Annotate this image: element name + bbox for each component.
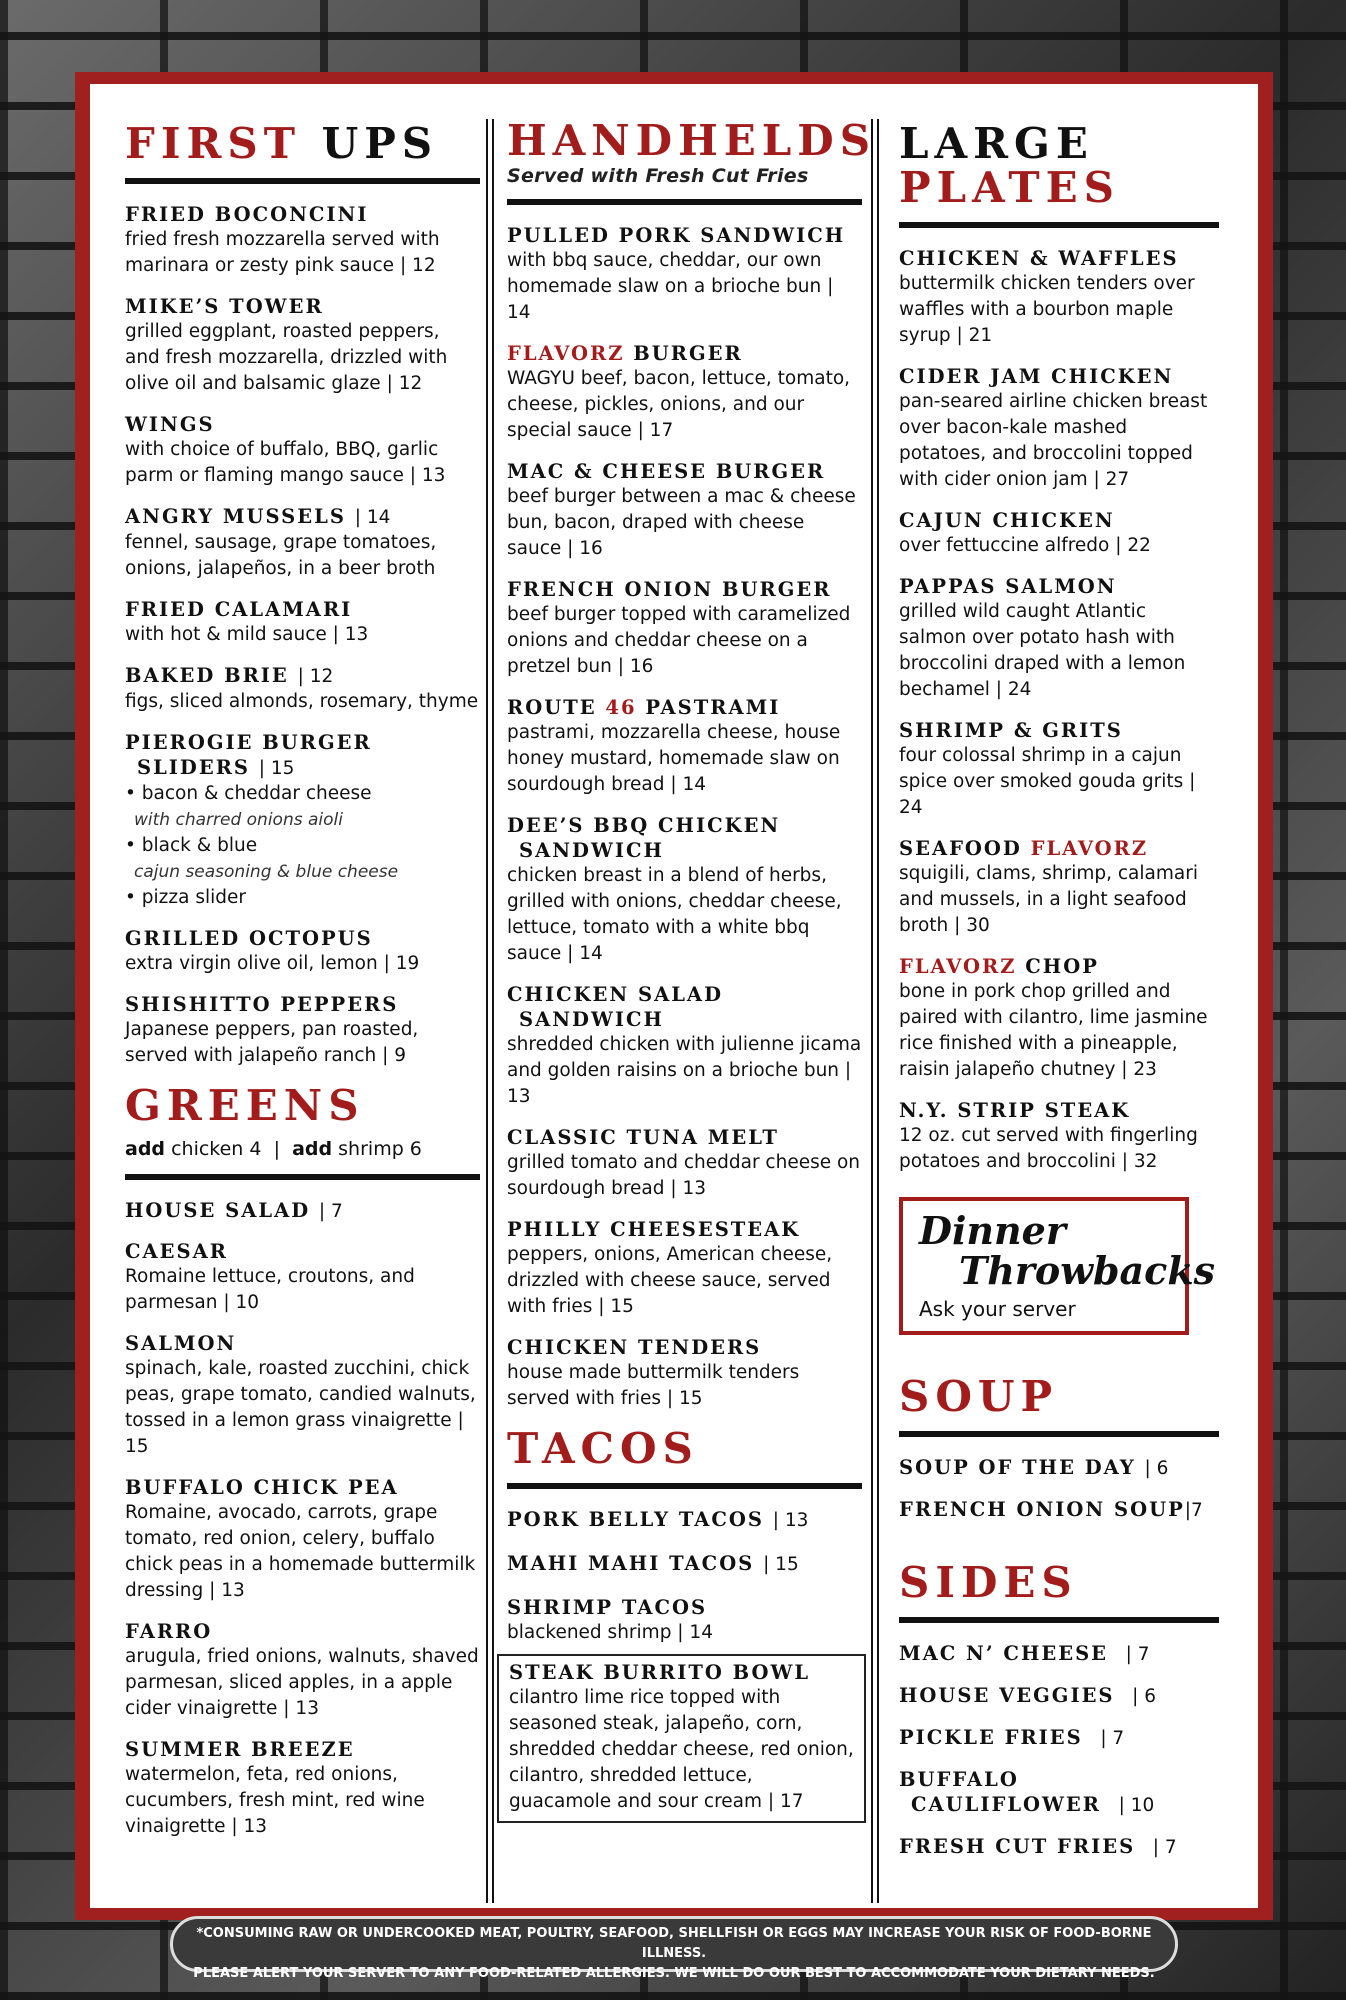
item-name: CHICKEN SALAD [507, 983, 723, 1006]
item-desc: spinach, kale, roasted zucchini, chick peas, grape tomato, candied walnuts, tossed in a lemon grass vinaigrette | 15 [125, 1358, 476, 1457]
section-rule [507, 199, 862, 205]
item-name: HOUSE VEGGIES [899, 1684, 1115, 1707]
first-ups-header [125, 119, 480, 168]
section-rule [899, 1617, 1219, 1623]
slider-option: • bacon & cheddar cheese [125, 783, 372, 804]
section-rule [507, 1483, 862, 1489]
item-desc: four colossal shrimp in a cajun spice over smoked gouda grits | 24 [899, 745, 1196, 818]
item-desc: chicken breast in a blend of herbs, grilled with onions, cheddar cheese, lettuce, tomato with a white bbq sauce | 14 [507, 865, 842, 964]
item-price: | 6 [1144, 1458, 1169, 1479]
item-name: FRIED BOCONCINI [125, 203, 369, 226]
item-desc: shredded chicken with julienne jicama and golden raisins on a brioche bun | 13 [507, 1034, 862, 1107]
large-plates-header [899, 119, 1219, 212]
item-desc: squigili, clams, shrimp, calamari and mussels, in a light seafood broth | 30 [899, 863, 1198, 936]
slider-note: with charred onions aioli [134, 810, 343, 830]
item-name: MAHI MAHI TACOS [507, 1552, 755, 1575]
column-divider [871, 119, 879, 1903]
slider-option: • pizza slider [125, 887, 246, 908]
item-name: SUMMER BREEZE [125, 1738, 355, 1761]
column-right [899, 84, 1219, 1908]
menu-item [125, 202, 480, 279]
menu-item [125, 926, 480, 977]
menu-item [125, 663, 480, 715]
menu-item [899, 1098, 1219, 1175]
item-name: FRIED CALAMARI [125, 598, 353, 621]
item-name: CIDER JAM CHICKEN [899, 365, 1174, 388]
menu-item [899, 1455, 1219, 1481]
item-desc: Romaine lettuce, croutons, and parmesan | 10 [125, 1266, 415, 1313]
item-desc: grilled eggplant, roasted peppers, and fresh mozzarella, drizzled with olive oil and balsamic glaze | 12 [125, 321, 448, 394]
item-name: CAESAR [125, 1240, 228, 1263]
item-price: | 7 [1100, 1728, 1125, 1749]
greens-addons [125, 1138, 480, 1160]
first-ups-title-b: UPS [321, 119, 439, 168]
menu-item [899, 954, 1219, 1083]
item-name: ROUTE [507, 696, 597, 719]
allergy-disclaimer [170, 1916, 1178, 1981]
item-name: ANGRY MUSSELS [125, 505, 346, 528]
addon-label: add [292, 1138, 333, 1160]
menu-item [899, 1725, 1219, 1751]
item-name: PULLED PORK SANDWICH [507, 224, 846, 247]
item-desc: arugula, fried onions, walnuts, shaved parmesan, sliced apples, in a apple cider vinaigrette | 13 [125, 1646, 479, 1719]
item-price: | 6 [1132, 1686, 1156, 1707]
item-name: PASTRAMI [645, 696, 781, 719]
menu-item-featured [497, 1654, 866, 1823]
menu-item [507, 577, 862, 680]
handhelds-header [507, 116, 877, 187]
disclaimer-line1: *CONSUMING RAW OR UNDERCOOKED MEAT, POULTRY, SEAFOOD, SHELLFISH OR EGGS MAY INCREASE YOUR RISK OF FOOD-BORNE ILLNESS. [196, 1926, 1152, 1961]
menu-item [125, 1331, 480, 1460]
tacos-title: TACOS [507, 1424, 699, 1473]
menu-item [125, 597, 480, 648]
menu-item [507, 1217, 862, 1320]
menu-item [899, 1834, 1219, 1860]
item-name: MAC & CHEESE BURGER [507, 460, 826, 483]
menu-item [125, 412, 480, 489]
item-desc: Japanese peppers, pan roasted, served with jalapeño ranch | 9 [125, 1019, 419, 1066]
menu-item [899, 508, 1219, 559]
menu-item [899, 364, 1219, 493]
section-rule [125, 1174, 480, 1180]
item-name: FARRO [125, 1620, 213, 1643]
dinner-throwbacks-line2: Throwbacks [959, 1248, 1216, 1293]
menu-item [899, 1497, 1219, 1523]
item-name: MAC N’ CHEESE [899, 1642, 1109, 1665]
item-name: PICKLE FRIES [899, 1726, 1083, 1749]
item-name: FRESH CUT FRIES [899, 1835, 1136, 1858]
item-desc: beef burger between a mac & cheese bun, bacon, draped with cheese sauce | 16 [507, 486, 856, 559]
item-price: | 14 [354, 507, 391, 528]
item-name: SHISHITTO PEPPERS [125, 993, 399, 1016]
sides-title: SIDES [899, 1558, 1078, 1607]
item-name-accent: FLAVORZ [1030, 837, 1149, 860]
menu-item [899, 1683, 1219, 1709]
item-desc: figs, sliced almonds, rosemary, thyme [125, 691, 479, 712]
item-desc: extra virgin olive oil, lemon | 19 [125, 953, 420, 974]
item-desc: WAGYU beef, bacon, lettuce, tomato, cheese, pickles, onions, and our special sauce | 17 [507, 368, 851, 441]
item-desc: watermelon, feta, red onions, cucumbers, fresh mint, red wine vinaigrette | 13 [125, 1764, 425, 1837]
item-name: CAJUN CHICKEN [899, 509, 1115, 532]
dinner-throwbacks-line1: Dinner [919, 1208, 1066, 1253]
menu-item [507, 341, 862, 444]
item-name: SALMON [125, 1332, 237, 1355]
menu-item [899, 574, 1219, 703]
item-desc: pastrami, mozzarella cheese, house honey mustard, homemade slaw on sourdough bread | 14 [507, 722, 841, 795]
item-desc: over fettuccine alfredo | 22 [899, 535, 1151, 556]
item-name: SOUP OF THE DAY [899, 1456, 1136, 1479]
handhelds-subtitle: Served with Fresh Cut Fries [507, 165, 809, 187]
item-name-cont: SANDWICH [519, 1008, 664, 1031]
menu-item [507, 1595, 862, 1646]
item-name-accent: FLAVORZ [507, 342, 625, 365]
item-price: | 7 [318, 1201, 343, 1222]
menu-item [507, 459, 862, 562]
item-name-accent: FLAVORZ [899, 955, 1017, 978]
item-name-cont: SANDWICH [519, 839, 664, 862]
item-name: MIKE’S TOWER [125, 295, 324, 318]
menu-sheet [90, 84, 1258, 1908]
item-desc: beef burger topped with caramelized onions and cheddar cheese on a pretzel bun | 16 [507, 604, 851, 677]
item-desc: grilled wild caught Atlantic salmon over potato hash with broccolini draped with a lemon bechamel | 24 [899, 601, 1186, 700]
item-name: FRENCH ONION SOUP [899, 1498, 1185, 1521]
item-desc: pan-seared airline chicken breast over bacon-kale mashed potatoes, and broccolini topped with cider onion jam | 27 [899, 391, 1208, 490]
item-desc: buttermilk chicken tenders over waffles with a bourbon maple syrup | 21 [899, 273, 1195, 346]
item-desc: with hot & mild sauce | 13 [125, 624, 369, 645]
disclaimer-line2: PLEASE ALERT YOUR SERVER TO ANY FOOD-RELATED ALLERGIES. WE WILL DO OUR BEST TO ACCOMMODATE YOUR DIETARY NEEDS. [193, 1966, 1155, 1981]
item-name: WINGS [125, 413, 215, 436]
item-price: | 10 [1118, 1795, 1155, 1816]
menu-item [125, 1475, 480, 1604]
item-name: BUFFALO [899, 1768, 1019, 1791]
item-price: | 7 [1152, 1837, 1177, 1858]
item-name-cont: CAULIFLOWER [911, 1793, 1101, 1816]
addon-shrimp: shrimp 6 [338, 1138, 422, 1160]
addon-chicken: chicken 4 [171, 1138, 262, 1160]
item-desc: house made buttermilk tenders served with fries | 15 [507, 1362, 800, 1409]
item-price: | 13 [772, 1510, 809, 1531]
item-name: CHICKEN & WAFFLES [899, 247, 1179, 270]
item-name: CLASSIC TUNA MELT [507, 1126, 779, 1149]
item-desc: Romaine, avocado, carrots, grape tomato, red onion, celery, buffalo chick peas in a homemade buttermilk dressing | 13 [125, 1502, 476, 1601]
menu-frame [75, 72, 1273, 1920]
menu-item [507, 1125, 862, 1202]
addon-label: add [125, 1138, 166, 1160]
item-name-accent: 46 [605, 696, 637, 719]
menu-item [507, 1507, 862, 1533]
section-rule [899, 222, 1219, 228]
item-name: HOUSE SALAD [125, 1199, 311, 1222]
menu-item [125, 294, 480, 397]
column-left [125, 84, 480, 1908]
item-name: SHRIMP TACOS [507, 1596, 708, 1619]
item-name: PAPPAS SALMON [899, 575, 1117, 598]
column-middle [507, 84, 877, 1908]
item-price: | 12 [297, 666, 334, 687]
large-plates-title-a: LARGE [899, 119, 1094, 168]
first-ups-title-a: FIRST [125, 119, 301, 168]
menu-item [899, 836, 1219, 939]
dinner-throwbacks-box [899, 1197, 1216, 1335]
menu-item [125, 1198, 480, 1224]
item-desc: bone in pork chop grilled and paired with cilantro, lime jasmine rice finished with a pineapple, raisin jalapeño chutney | 23 [899, 981, 1208, 1080]
item-name: PIEROGIE BURGER [125, 731, 372, 754]
menu-item [125, 1737, 480, 1840]
menu-item-pierogie [125, 730, 480, 911]
addon-sep: | [273, 1138, 280, 1160]
section-rule [125, 178, 480, 184]
item-desc: cilantro lime rice topped with seasoned steak, jalapeño, corn, shredded cheddar cheese, red onion, cilantro, shredded lettuce, guacamole and sour cream | 17 [509, 1687, 854, 1812]
item-desc: fennel, sausage, grape tomatoes, onions, jalapeños, in a beer broth [125, 532, 437, 579]
menu-item [899, 246, 1219, 349]
item-name: DEE’S BBQ CHICKEN [507, 814, 781, 837]
menu-item [899, 1641, 1219, 1667]
item-name-cont: SLIDERS [137, 756, 250, 779]
item-price: | 7 [1125, 1644, 1150, 1665]
slider-note: cajun seasoning & blue cheese [134, 862, 399, 882]
item-desc: peppers, onions, American cheese, drizzled with cheese sauce, served with fries | 15 [507, 1244, 833, 1317]
item-name: GRILLED OCTOPUS [125, 927, 373, 950]
slider-option: • black & blue [125, 835, 258, 856]
item-name: STEAK BURRITO BOWL [509, 1661, 811, 1684]
column-divider [486, 119, 494, 1903]
item-price: |7 [1184, 1500, 1203, 1521]
menu-item [125, 1619, 480, 1722]
item-price: | 15 [258, 758, 295, 779]
item-name: BURGER [633, 342, 743, 365]
menu-item [125, 1239, 480, 1316]
handhelds-title: HANDHELDS [507, 116, 877, 165]
menu-item [899, 1767, 1219, 1818]
menu-item [507, 982, 862, 1110]
item-name: PORK BELLY TACOS [507, 1508, 764, 1531]
section-rule [899, 1431, 1219, 1437]
menu-item [125, 992, 480, 1069]
dinner-throwbacks-ask: Ask your server [919, 1297, 1076, 1321]
greens-title: GREENS [125, 1081, 365, 1130]
item-desc: with bbq sauce, cheddar, our own homemade slaw on a brioche bun | 14 [507, 250, 834, 323]
item-name: CHICKEN TENDERS [507, 1336, 762, 1359]
item-desc: with choice of buffalo, BBQ, garlic parm or flaming mango sauce | 13 [125, 439, 446, 486]
menu-item [507, 813, 862, 967]
soup-title: SOUP [899, 1372, 1059, 1421]
item-name: N.Y. STRIP STEAK [899, 1099, 1131, 1122]
item-desc: fried fresh mozzarella served with marinara or zesty pink sauce | 12 [125, 229, 440, 276]
item-desc: grilled tomato and cheddar cheese on sourdough bread | 13 [507, 1152, 861, 1199]
item-name: BAKED BRIE [125, 664, 289, 687]
item-name: PHILLY CHEESESTEAK [507, 1218, 801, 1241]
item-name: SHRIMP & GRITS [899, 719, 1123, 742]
menu-item [125, 504, 480, 582]
menu-item [507, 1335, 862, 1412]
item-price: | 15 [763, 1554, 799, 1575]
menu-item [507, 1551, 862, 1577]
item-name: CHOP [1025, 955, 1099, 978]
large-plates-title-b: PLATES [899, 163, 1121, 212]
item-name: BUFFALO CHICK PEA [125, 1476, 399, 1499]
menu-item [507, 695, 862, 798]
item-desc: 12 oz. cut served with fingerling potatoes and broccolini | 32 [899, 1125, 1198, 1172]
menu-item [507, 223, 862, 326]
menu-item [899, 718, 1219, 821]
item-name: SEAFOOD [899, 837, 1022, 860]
item-name: FRENCH ONION BURGER [507, 578, 832, 601]
item-desc: blackened shrimp | 14 [507, 1622, 713, 1643]
